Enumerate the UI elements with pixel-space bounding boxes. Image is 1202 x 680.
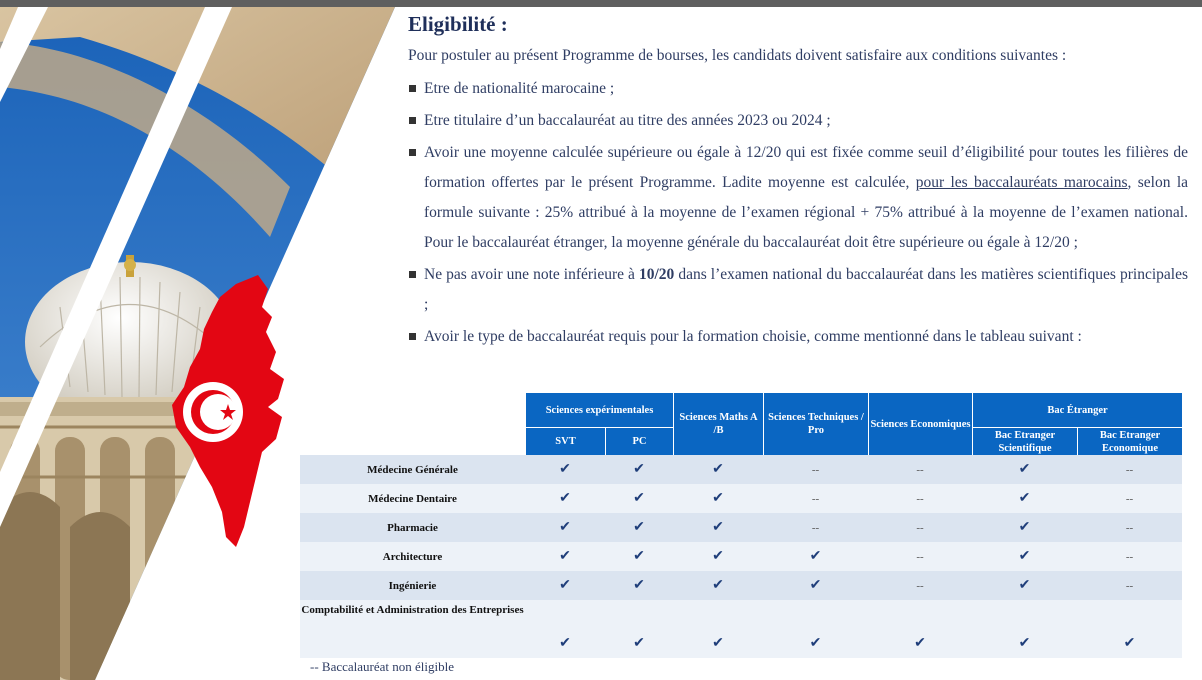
check-icon: ✔ [972, 484, 1077, 513]
section-title: Eligibilité : [408, 12, 508, 36]
row-label: Médecine Dentaire [300, 484, 525, 513]
criterion-minimum-grade: Ne pas avoir une note inférieure à 10/20 dans l’examen national du baccalauréat dans les matières scientifiques principales ; [408, 260, 1188, 320]
check-icon: ✔ [673, 600, 763, 658]
check-icon: ✔ [972, 455, 1077, 484]
criterion-average: Avoir une moyenne calculée supérieure ou égale à 12/20 qui est fixée comme seuil d’éligibilité pour toutes les filières de formation offertes par le présent Programme. Ladite moyenne est calculée, pour les baccalauréats marocains, selon la formule suivante : 25% attribué à la moyenne de l’examen régional + 75% attribué à la moyenne de l’examen national. Pour le baccalauréat étranger, la moyenne générale du baccalauréat doit être supérieure ou égale à 12/20 ; [408, 138, 1188, 258]
check-icon: ✔ [605, 542, 673, 571]
bullet-icon [409, 271, 416, 278]
not-eligible-mark: -- [868, 513, 972, 542]
check-icon: ✔ [673, 484, 763, 513]
not-eligible-mark: -- [763, 513, 868, 542]
header-sciences-techniques: Sciences Techniques / Pro [763, 393, 868, 455]
eligibility-section [408, 10, 1188, 354]
check-icon: ✔ [763, 571, 868, 600]
row-label: Pharmacie [300, 513, 525, 542]
not-eligible-mark: -- [763, 484, 868, 513]
check-icon: ✔ [673, 513, 763, 542]
criteria-list [408, 74, 1188, 352]
table-corner [300, 393, 525, 455]
header-sciences-economiques: Sciences Economiques [868, 393, 972, 455]
check-icon: ✔ [673, 542, 763, 571]
check-icon: ✔ [972, 571, 1077, 600]
header-sciences-maths: Sciences Maths A /B [673, 393, 763, 455]
check-icon: ✔ [972, 542, 1077, 571]
row-label: Ingénierie [300, 571, 525, 600]
moroccan-bac-underlined: pour les baccalauréats marocains [915, 174, 1128, 191]
check-icon: ✔ [763, 600, 868, 658]
not-eligible-mark: -- [1077, 571, 1182, 600]
table-row [300, 600, 1182, 658]
minimum-grade-value: 10/20 [638, 266, 675, 283]
check-icon: ✔ [525, 571, 605, 600]
bullet-icon [409, 85, 416, 92]
subheader-bac-etranger-economique: Bac Etranger Economique [1077, 427, 1182, 455]
not-eligible-mark: -- [763, 455, 868, 484]
subheader-svt: SVT [525, 427, 605, 455]
table-row [300, 484, 1182, 513]
check-icon: ✔ [972, 513, 1077, 542]
table-legend: -- Baccalauréat non éligible [310, 659, 455, 674]
check-icon: ✔ [525, 542, 605, 571]
not-eligible-mark: -- [1077, 513, 1182, 542]
bullet-icon [409, 333, 416, 340]
header-sciences-experimentales: Sciences expérimentales [525, 393, 673, 427]
table-row [300, 455, 1182, 484]
check-icon: ✔ [525, 600, 605, 658]
not-eligible-mark: -- [868, 484, 972, 513]
top-bar [0, 0, 1202, 7]
check-icon: ✔ [868, 600, 972, 658]
bullet-icon [409, 117, 416, 124]
subheader-pc: PC [605, 427, 673, 455]
criterion-bac-type: Avoir le type de baccalauréat requis pour la formation choisie, comme mentionné dans le tableau suivant : [408, 322, 1188, 352]
not-eligible-mark: -- [1077, 542, 1182, 571]
check-icon: ✔ [605, 600, 673, 658]
check-icon: ✔ [525, 484, 605, 513]
row-label: Médecine Générale [300, 455, 525, 484]
check-icon: ✔ [605, 484, 673, 513]
check-icon: ✔ [673, 571, 763, 600]
bullet-icon [409, 149, 416, 156]
check-icon: ✔ [605, 455, 673, 484]
check-icon: ✔ [525, 513, 605, 542]
row-label: Architecture [300, 542, 525, 571]
header-bac-etranger: Bac Étranger [972, 393, 1182, 427]
not-eligible-mark: -- [868, 542, 972, 571]
table-row [300, 542, 1182, 571]
not-eligible-mark: -- [868, 455, 972, 484]
criterion-baccalaureate-year: Etre titulaire d’un baccalauréat au titre des années 2023 ou 2024 ; [408, 106, 1188, 136]
check-icon: ✔ [763, 542, 868, 571]
check-icon: ✔ [673, 455, 763, 484]
subheader-bac-etranger-scientifique: Bac Etranger Scientifique [972, 427, 1077, 455]
table-body [300, 455, 1182, 658]
row-label: Comptabilité et Administration des Entreprises [300, 600, 525, 658]
check-icon: ✔ [972, 600, 1077, 658]
check-icon: ✔ [605, 513, 673, 542]
check-icon: ✔ [605, 571, 673, 600]
not-eligible-mark: -- [1077, 484, 1182, 513]
check-icon: ✔ [525, 455, 605, 484]
table-row [300, 571, 1182, 600]
check-icon: ✔ [1077, 600, 1182, 658]
not-eligible-mark: -- [868, 571, 972, 600]
table-row [300, 513, 1182, 542]
intro-text: Pour postuler au présent Programme de bourses, les candidats doivent satisfaire aux conditions suivantes : [408, 47, 1067, 64]
criterion-nationality: Etre de nationalité marocaine ; [408, 74, 1188, 104]
eligibility-table [300, 393, 1182, 658]
not-eligible-mark: -- [1077, 455, 1182, 484]
